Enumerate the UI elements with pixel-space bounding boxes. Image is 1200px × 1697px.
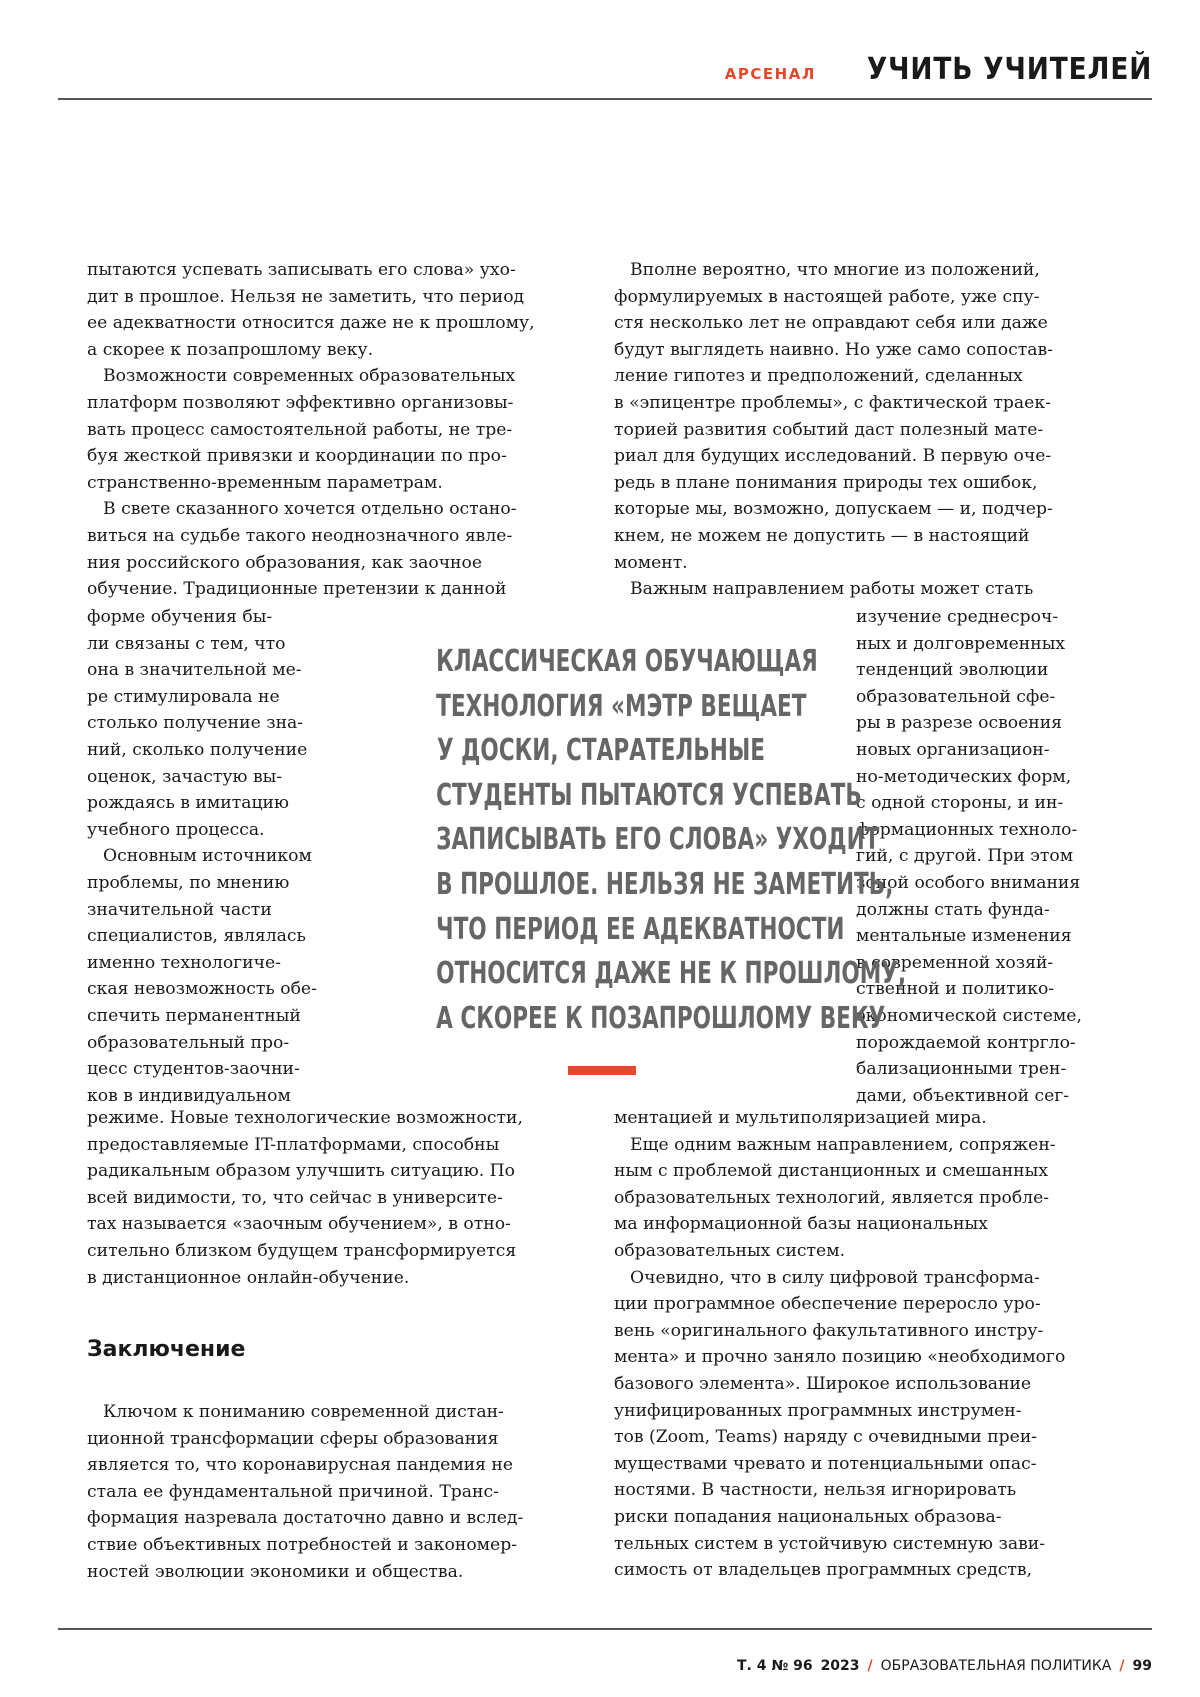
text-line: В свете сказанного хочется отдельно остано- bbox=[103, 499, 517, 520]
text-line: дами, объективной сег- bbox=[856, 1085, 1070, 1106]
journal-issue: Т. 4 № 96 bbox=[737, 1658, 813, 1674]
text-line: риски попадания национальных образова- bbox=[614, 1506, 1002, 1527]
text-line: ции программное обеспечение переросло уро- bbox=[614, 1294, 1041, 1315]
pull-quote-line: ЧТО ПЕРИОД ЕЕ АДЕКВАТНОСТИ bbox=[436, 911, 845, 947]
text-line: тельных систем в устойчивую системную зави- bbox=[614, 1533, 1046, 1554]
text-line: ния российского образования, как заочное bbox=[87, 552, 483, 573]
page-footer bbox=[737, 1658, 1152, 1674]
text-line: ее адекватности относится даже не к прошлому, bbox=[87, 313, 535, 334]
text-line: является то, что коронавирусная пандемия не bbox=[87, 1455, 514, 1476]
text-line: гий, с другой. При этом bbox=[856, 846, 1074, 867]
footer-separator: / bbox=[1119, 1658, 1125, 1674]
left-column-top bbox=[87, 257, 607, 603]
right-column-top bbox=[614, 257, 1134, 603]
right-column-wrap bbox=[856, 604, 1126, 1109]
text-line: базового элемента». Широкое использование bbox=[614, 1373, 1032, 1394]
section-title: УЧИТЬ УЧИТЕЛЕЙ bbox=[866, 52, 1152, 87]
text-line: режиме. Новые технологические возможности, bbox=[87, 1108, 523, 1128]
text-line: стала ее фундаментальной причиной. Транс- bbox=[87, 1481, 499, 1502]
text-line: в современной хозяй- bbox=[856, 952, 1054, 973]
pull-quote-line: КЛАССИЧЕСКАЯ ОБУЧАЮЩАЯ bbox=[436, 644, 818, 679]
text-line: виться на судьбе такого неоднозначного явле- bbox=[87, 525, 513, 546]
text-line: форме обучения бы- bbox=[87, 607, 273, 627]
text-line: с одной стороны, и ин- bbox=[856, 793, 1064, 814]
text-line: тах называется «заочным обучением», в отно- bbox=[87, 1214, 511, 1235]
text-line: учебного процесса. bbox=[87, 819, 265, 840]
pull-quote-line: ОТНОСИТСЯ ДАЖЕ НЕ К ПРОШЛОМУ, bbox=[436, 956, 907, 992]
text-line: радикальным образом улучшить ситуацию. По bbox=[87, 1161, 515, 1182]
text-line: ление гипотез и предположений, сделанных bbox=[614, 366, 1023, 387]
text-line: образовательных систем. bbox=[614, 1240, 846, 1261]
text-line: ре стимулировала не bbox=[87, 686, 280, 707]
running-header bbox=[725, 52, 1152, 87]
text-line: Очевидно, что в силу цифровой трансформа- bbox=[630, 1267, 1040, 1288]
text-line: симость от владельцев программных средств, bbox=[614, 1560, 1033, 1581]
conclusion-heading: Заключение bbox=[87, 1337, 246, 1362]
text-line: ментацией и мультиполяризацией мира. bbox=[614, 1108, 987, 1128]
text-line: Возможности современных образовательных bbox=[103, 366, 516, 387]
left-column-wrap bbox=[87, 604, 347, 1109]
text-line: будут выглядеть наивно. Но уже само сопостав- bbox=[614, 339, 1053, 360]
header-rule bbox=[58, 98, 1152, 100]
text-line: образовательной сфе- bbox=[856, 686, 1056, 707]
footer-separator: / bbox=[867, 1658, 873, 1674]
text-line: цесс студентов-заочни- bbox=[87, 1059, 300, 1080]
text-line: образовательных технологий, является пробле- bbox=[614, 1187, 1050, 1208]
text-line: изучение среднесроч- bbox=[856, 607, 1059, 627]
text-line: Важным направлением работы может стать bbox=[630, 579, 1034, 600]
text-line: вень «оригинального факультативного инстру- bbox=[614, 1320, 1044, 1341]
text-line: ционной трансформации сферы образования bbox=[87, 1428, 499, 1449]
text-line: новых организацион- bbox=[856, 739, 1050, 760]
text-line: Еще одним важным направлением, сопряжен- bbox=[630, 1134, 1056, 1155]
text-line: момент. bbox=[614, 552, 688, 573]
text-line: Вполне вероятно, что многие из положений, bbox=[630, 260, 1040, 280]
text-line: риал для будущих исследований. В первую оче- bbox=[614, 446, 1052, 467]
text-line: предоставляемые IT-платформами, способны bbox=[87, 1134, 500, 1155]
text-line: в «эпицентре проблемы», с фактической траек- bbox=[614, 392, 1051, 413]
text-line: столько получение зна- bbox=[87, 713, 304, 734]
pull-quote-line: У ДОСКИ, СТАРАТЕЛЬНЫЕ bbox=[436, 733, 766, 769]
text-line: мента» и прочно заняло позицию «необходимого bbox=[614, 1347, 1066, 1368]
text-line: а скорее к позапрошлому веку. bbox=[87, 339, 374, 360]
footer-rule bbox=[58, 1628, 1152, 1630]
text-line: порождаемой контргло- bbox=[856, 1032, 1076, 1053]
pull-quote-line: ЗАПИСЫВАТЬ ЕГО СЛОВА» УХОДИТ bbox=[436, 822, 880, 858]
text-line: сительно близком будущем трансформируется bbox=[87, 1240, 517, 1261]
text-line: оценок, зачастую вы- bbox=[87, 766, 283, 787]
text-line: ствие объективных потребностей и закономер- bbox=[87, 1534, 518, 1555]
text-line: ных и долговременных bbox=[856, 633, 1066, 654]
text-line: спечить перманентный bbox=[87, 1005, 301, 1026]
pull-quote-line: А СКОРЕЕ К ПОЗАПРОШЛОМУ ВЕКУ bbox=[436, 1000, 886, 1036]
text-line: ли связаны с тем, что bbox=[87, 633, 286, 654]
text-line: тов (Zoom, Teams) наряду с очевидными преи- bbox=[614, 1427, 1038, 1448]
text-line: которые мы, возможно, допускаем — и, подчер- bbox=[614, 499, 1053, 520]
text-line: значительной части bbox=[87, 899, 272, 920]
text-line: но-методических форм, bbox=[856, 766, 1072, 787]
text-line: странственно-временным параметрам. bbox=[87, 472, 443, 493]
text-line: специалистов, являлась bbox=[87, 926, 306, 947]
text-line: должны стать фунда- bbox=[856, 899, 1050, 920]
text-line: платформ позволяют эффективно организовы- bbox=[87, 392, 514, 413]
text-line: ственной и политико- bbox=[856, 979, 1055, 1000]
text-line: всей видимости, то, что сейчас в университе- bbox=[87, 1187, 503, 1208]
pull-quote-line: СТУДЕНТЫ ПЫТАЮТСЯ УСПЕВАТЬ bbox=[436, 777, 862, 813]
left-column-bottom bbox=[87, 1105, 607, 1291]
text-line: вать процесс самостоятельной работы, не тре- bbox=[87, 419, 513, 440]
text-line: пытаются успевать записывать его слова» ухо- bbox=[87, 260, 516, 280]
text-line: ностей эволюции экономики и общества. bbox=[87, 1561, 464, 1582]
pull-quote-line: В ПРОШЛОЕ. НЕЛЬЗЯ НЕ ЗАМЕТИТЬ, bbox=[436, 866, 894, 902]
text-line: она в значительной ме- bbox=[87, 660, 302, 681]
text-line: ностями. В частности, нельзя игнорировать bbox=[614, 1480, 1017, 1501]
text-line: стя несколько лет не оправдают себя или даже bbox=[614, 313, 1048, 334]
text-line: ным с проблемой дистанционных и смешанных bbox=[614, 1161, 1049, 1182]
text-line: проблемы, по мнению bbox=[87, 872, 290, 893]
text-line: в дистанционное онлайн-обучение. bbox=[87, 1267, 410, 1288]
text-line: дит в прошлое. Нельзя не заметить, что период bbox=[87, 286, 525, 307]
journal-name: ОБРАЗОВАТЕЛЬНАЯ ПОЛИТИКА bbox=[880, 1658, 1112, 1674]
text-line: бализационными трен- bbox=[856, 1059, 1067, 1080]
text-line: ская невозможность обе- bbox=[87, 979, 317, 1000]
text-line: редь в плане понимания природы тех ошибок, bbox=[614, 472, 1038, 493]
text-line: формация назревала достаточно давно и вслед- bbox=[87, 1508, 524, 1529]
section-label: АРСЕНАЛ bbox=[724, 65, 816, 83]
text-line: унифицированных программных инструмен- bbox=[614, 1400, 1022, 1421]
right-column-bottom bbox=[614, 1105, 1134, 1584]
text-line: формационных техноло- bbox=[856, 819, 1078, 840]
text-line: муществами чревато и потенциальными опас- bbox=[614, 1453, 1037, 1474]
pull-quote-accent-bar bbox=[568, 1066, 636, 1075]
text-line: экономической системе, bbox=[856, 1005, 1082, 1026]
text-line: буя жесткой привязки и координации по про- bbox=[87, 446, 507, 467]
text-line: кнем, не можем не допустить — в настоящий bbox=[614, 525, 1030, 546]
text-line: ры в разрезе освоения bbox=[856, 713, 1063, 734]
page-number: 99 bbox=[1132, 1658, 1152, 1674]
conclusion-text bbox=[87, 1399, 607, 1585]
text-line: ментальные изменения bbox=[856, 926, 1072, 947]
text-line: Ключом к пониманию современной дистан- bbox=[103, 1402, 504, 1422]
pull-quote bbox=[372, 640, 907, 1041]
text-line: Основным источником bbox=[103, 846, 312, 867]
text-line: формулируемых в настоящей работе, уже спу- bbox=[614, 286, 1040, 307]
text-line: ний, сколько получение bbox=[87, 739, 308, 760]
text-line: образовательный про- bbox=[87, 1032, 290, 1053]
text-line: ков в индивидуальном bbox=[87, 1085, 291, 1106]
text-line: ма информационной базы национальных bbox=[614, 1214, 988, 1235]
text-line: торией развития событий даст полезный мате- bbox=[614, 419, 1044, 440]
text-line: обучение. Традиционные претензии к данной bbox=[87, 579, 507, 600]
text-line: зоной особого внимания bbox=[856, 872, 1081, 893]
text-line: тенденций эволюции bbox=[856, 660, 1049, 681]
pull-quote-line: ТЕХНОЛОГИЯ «МЭТР ВЕЩАЕТ bbox=[436, 688, 807, 724]
journal-year: 2023 bbox=[820, 1658, 860, 1674]
text-line: именно технологиче- bbox=[87, 952, 281, 973]
text-line: рождаясь в имитацию bbox=[87, 793, 289, 814]
